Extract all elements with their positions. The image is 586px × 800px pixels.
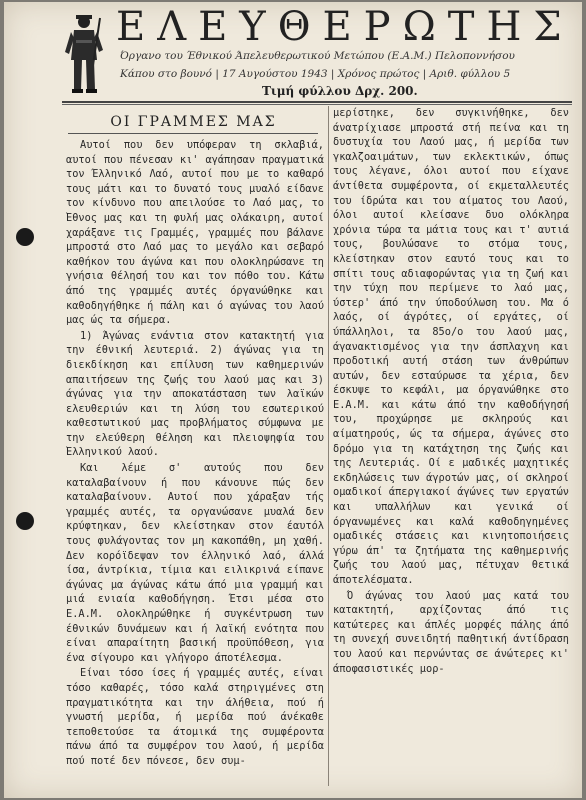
article-title: ΟΙ ΓΡΑΜΜΕΣ ΜΑΣ [110,114,277,130]
article-paragraph: Είναι τόσο ίσες ή γραμμές αυτές, είναι τόσο καθαρές, τόσο καλά στηριγμένες στη πραγματικότητα και την άλήθεια, πού ή γνωστή μερίδα, ή μερίδα πού άνέκαθε τεποθετούσε τα άτομικά της συμφέροντα πάνω άπό τα συμφέρον του λαού, ή μερίδα πού ποτέ δεν πόνεσε, δεν συμ- [66,667,324,767]
masthead-rule-thin [62,104,572,105]
newspaper-title: ΕΛΕΥΘΕΡΩΤΗΣ [116,4,574,50]
article-paragraph: Και λέμε σ' αυτούς που δεν καταλαβαίνουν ή που κάνουνε πώς δεν καταλαβαίνουν. Αυτοί που χάραξαν τής γραμμές αυτές, τα οργανώσανε μυαλά δεν κρύφτηκαν, δεν κλείστηκαν στον έαυτόλ τους φυλάγοντας τον μη κακοπάθη, μη χαθή. Δεν κορόϊδεψαν τον έλληνικό λαό, άλλά ίσα, άντρίκια, τίμια και ειλικρινά είπανε άγώνας μα άγώνας κάτω άπό μια γραμμή και μιά ενιαία καθοδήγηση. Έτσι μέσα στο Ε.Α.Μ. ολοκληρώθηκε ή συγκέντρωση των έθνικών δυνάμεων και ή λαϊκή ενότητα που είναι απαραίτητη βασική προϋπόθεση, για ένα σίγουρο και γλήγορο άποτέλεσμα. [66,462,324,664]
article-paragraph: 1) Άγώνας ενάντια στον κατακτητή για την έθνική λευτεριά. 2) άγώνας για τη διεκδίκηση και επίλυση των καθημερινών απαιτήσεων της ζωής του λαού μας και 3) άγώνας για την αποκατάσταση των λαϊκών ελευθεριών και τη λύση του εσωτερικού καθεστωτικού μας προβλήματος σύμφωνα με την ελεύθερη θέληση και πλειοψηφία του Έλληνικού λαού. [66,329,324,459]
partisan-figure-logo [62,12,106,94]
article-paragraph: μερίστηκε, δεν συγκινήθηκε, δεν άνατρίχιασε μπροστά στή πείνα και τη δυστυχία του Λαού μας, ή μερίδα των γκαλζοαιμάτων, των εκλεκτικών, όπως τους λέγανε, όλοι αυτοί που είχανε άντίθετα συμφέροντα, οί εκμεταλλευτές του ίδρώτα και του αίματος του Λαού, όλοι αυτοί κλείσανε δυο ολόκληρα χρόνια τώρα τα μάτια τους και τ' αυτιά τους, βουλώσανε το στόμα τους, κλείστηκαν στον εαυτό τους και το σπίτι τους αδιαφορώντας για τη ζωή και την τύχη που περίμενε το λαό μας, ύστερ' άπό την ύποδούλωση του. Μα ό λαός, οί άγρότες, οί εργάτες, οί ύπάλληλοι, τα 85ο/ο του λαού μας, άγανακτισμένος για την άσπλαχνη και προδοτική αυτή στάση των άνθρώπων αυτών, δεν εσταύρωσε τα χέρια, δεν έσκυψε το κεφάλι, μα όργανώθηκε στο Ε.Α.Μ. και κάτω άπό την καθοδήγησή του, προχώρησε με σκληρούς και αίματηρούς, ώς τα σήμερα, άγώνες στο δρόμο για τη κατάχτηση της ζωής και της Λευτεριάς. Οί ε μαδικές μαχητικές εκδηλώσεις των άγροτών μας, οί σκληροί ομαδικοί άπεργιακοί άγώνες των εργατών και υπαλλήλων και γενικά οί όργανωμένες και καλά καθοδηγημένες ομαδικές στάσεις και κινητοποιήσεις γύρω άπ' τα ζητήματα της καθημερινής ζωής του λαού μας, πέτυχαν θετικά άποτελέσματα. [333,107,569,586]
column-divider [328,106,329,786]
newspaper-page [4,2,582,798]
masthead-rule [62,101,572,103]
issue-info: Κάπου στο βουνό | 17 Αυγούστου 1943 | Χρόνος πρώτος | Αριθ. φύλλου 5 [120,68,511,80]
article-paragraph: Ό άγώνας του λαού μας κατά του κατακτητή, αρχίζοντας άπό τις κατώτερες και άπλές μορφές πάλης άπό τη συνεχή συνειδητή παθητική άντίδραση του λαού και περνώντας σε άνώτερες κι' άποφασιστικές μορ- [333,589,569,675]
article-title-rule [68,133,318,134]
issue-price: Τιμή φύλλου Δρχ. 200. [262,84,418,98]
punch-hole-top [16,228,34,246]
article-paragraph: Αυτοί που δεν υπόφεραν τη σκλαβιά, αυτοί που πένεσαν κι' αγάπησαν πραγματικά τον Έλληνικό Λαό, αυτοί που με το καθαρό τους μάτι και το δυνατό τους μυαλό είδανε τον κίνδυνο που απειλούσε το Λαό μας, το Έθνος μας και τη φυλή μας ολάκαιρη, αυτοί χαράξανε τις Γραμμές, γραμμές που βάλανε μπροστά στο Λαό μας το μεγάλο και σεβαρό καθήκον του άγώνα και που ολοκληρώσανε τη γνήσια θέλησή του και τον πόθο του. Κάτω άπό της γραμμές αυτές όργανώθηκε και καθοδηγήθηκε ή πάλη και ό αγώνας του λαού μας ώς τα σήμερα. [66,139,324,327]
article-column-left [66,138,324,788]
article-column-right [333,106,569,796]
punch-hole-bottom [16,512,34,530]
masthead-subtitle: Όργανο του Έθνικού Άπελευθερωτικού Μετώπου (Ε.Α.Μ.) Πελοποννήσου [120,50,515,62]
